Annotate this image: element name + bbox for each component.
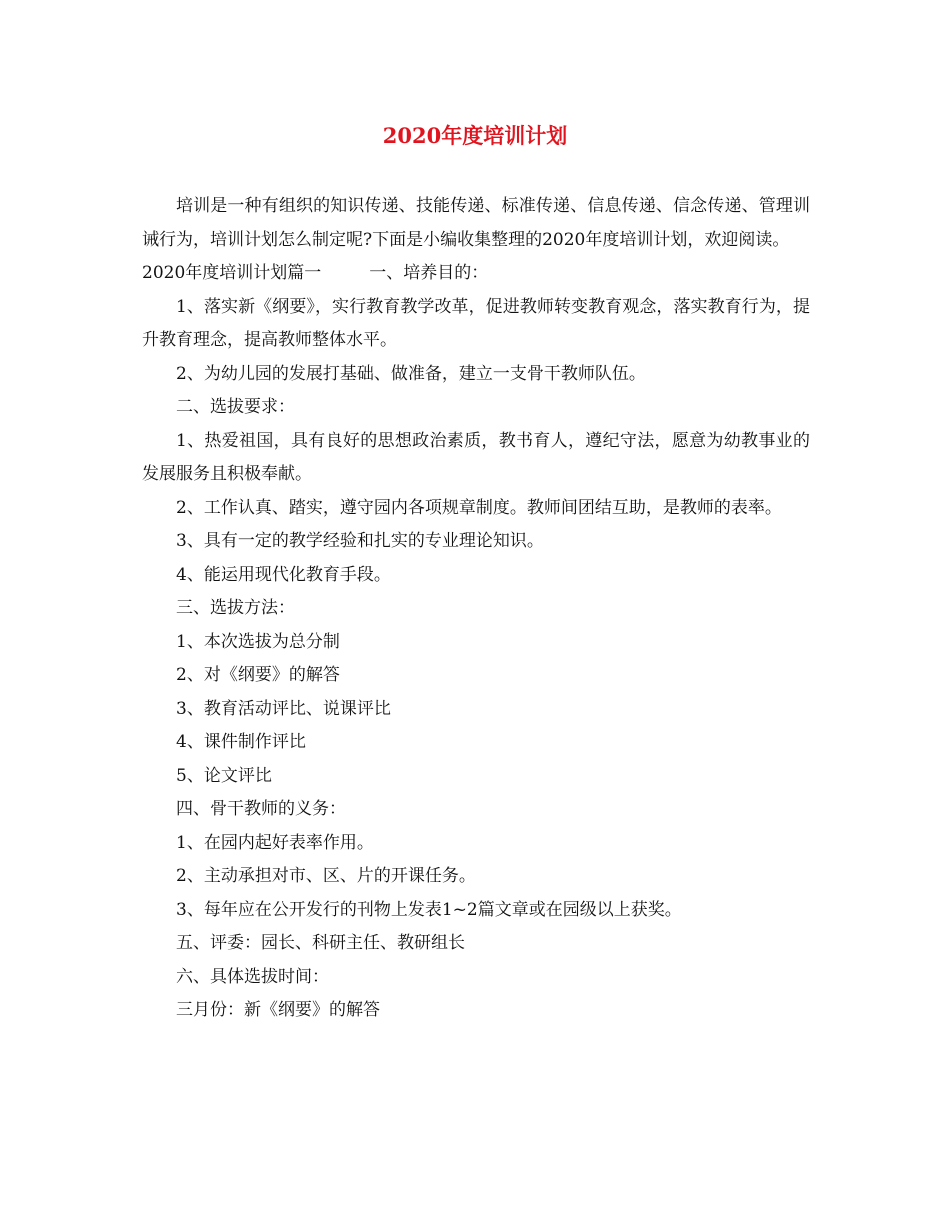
paragraph: 四、骨干教师的义务： — [176, 799, 346, 819]
paragraph: 六、具体选拔时间： — [176, 966, 329, 987]
paragraph: 2、主动承担对市、区、片的开课任务。 — [176, 866, 476, 886]
paragraph: 1、本次选拔为总分制 — [176, 631, 340, 652]
paragraph: 1、热爱祖国，具有良好的思想政治素质，教书育人，遵纪守法，愿意为幼教事业的发展服务且积极奉献。 — [142, 430, 810, 484]
paragraph: 二、选拔要求： — [176, 397, 295, 417]
document-title: 2020年度培训计划 — [382, 123, 568, 148]
paragraph: 5、论文评比 — [176, 765, 272, 786]
section-heading-2: 一、培养目的： — [369, 263, 489, 283]
paragraph: 2、为幼儿园的发展打基础、做准备，建立一支骨干教师队伍。 — [176, 363, 646, 384]
intro-paragraph: 培训是一种有组织的知识传递、技能传递、标准传递、信息传递、信念传递、管理训诫行为，培训计划怎么制定呢?下面是小编收集整理的2020年度培训计划，欢迎阅读。 — [142, 196, 810, 250]
section-heading: 2020年度培训计划篇一 — [142, 263, 322, 283]
paragraph: 3、具有一定的教学经验和扎实的专业理论知识。 — [176, 531, 544, 551]
paragraph: 五、评委：园长、科研主任、教研组长 — [176, 933, 465, 953]
document-body — [142, 190, 810, 1028]
paragraph: 2、工作认真、踏实，遵守园内各项规章制度。教师间团结互助，是教师的表率。 — [176, 497, 782, 518]
paragraph: 1、落实新《纲要》，实行教育教学改革，促进教师转变教育观念，落实教育行为，提升教育理念，提高教师整体水平。 — [142, 296, 810, 350]
paragraph: 4、能运用现代化教育手段。 — [176, 564, 391, 585]
paragraph: 三月份：新《纲要》的解答 — [176, 1000, 380, 1020]
section-heading-line — [142, 257, 810, 291]
paragraph: 4、课件制作评比 — [176, 732, 306, 752]
paragraph: 三、选拔方法： — [176, 598, 295, 618]
paragraph: 3、教育活动评比、说课评比 — [176, 698, 391, 719]
paragraph: 3、每年应在公开发行的刊物上发表1~2篇文章或在园级以上获奖。 — [176, 899, 682, 920]
paragraph: 2、对《纲要》的解答 — [176, 665, 340, 685]
paragraph: 1、在园内起好表率作用。 — [176, 832, 374, 853]
